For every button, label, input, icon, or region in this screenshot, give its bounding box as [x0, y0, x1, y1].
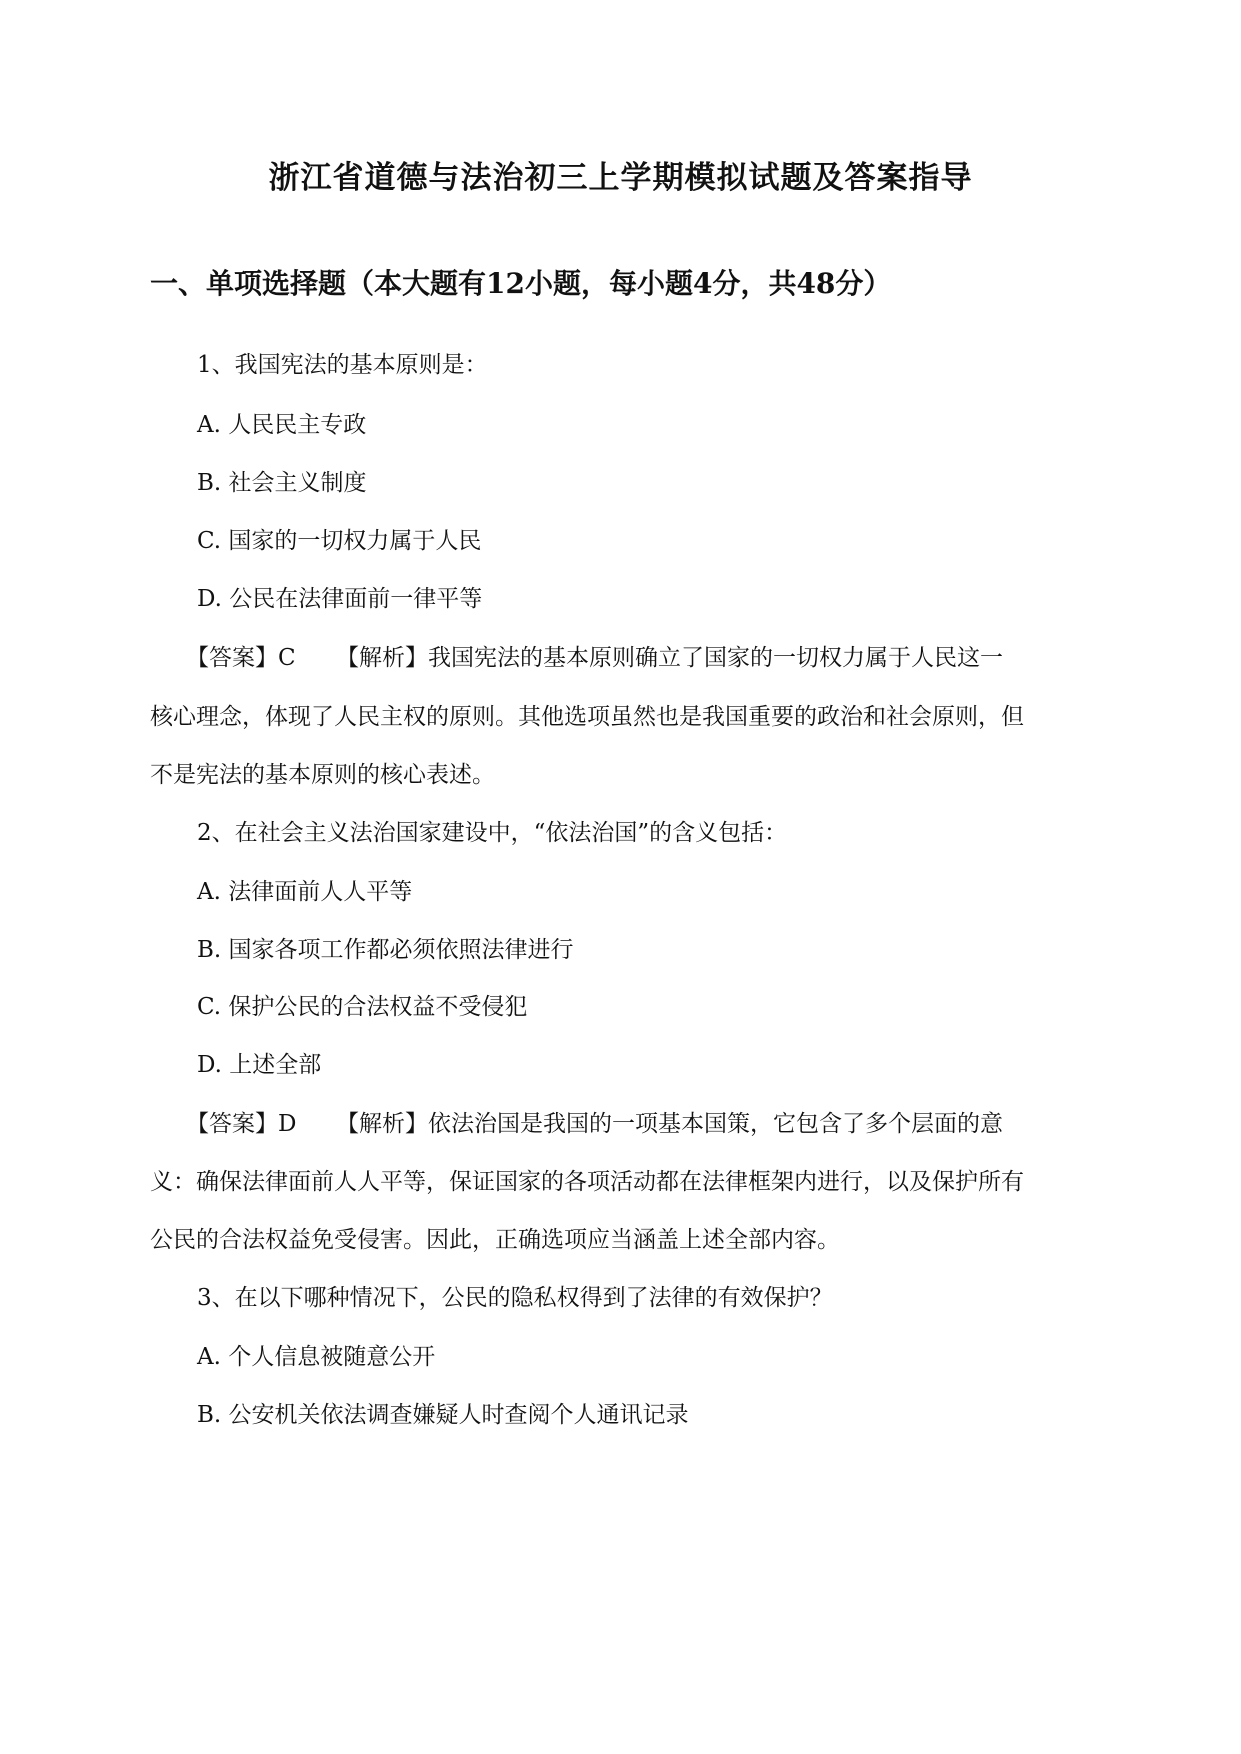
question-3-stem: 3、在以下哪种情况下，公民的隐私权得到了法律的有效保护？ [197, 1285, 833, 1311]
question-1-answer-line [186, 643, 1003, 673]
question-2-analysis-line-1: 【解析】依法治国是我国的一项基本国策，它包含了多个层面的意 [336, 1111, 1003, 1137]
question-2-analysis-line-2: 义：确保法律面前人人平等，保证国家的各项活动都在法律框架内进行，以及保护所有 [150, 1169, 1024, 1195]
question-1-answer: 【答案】C [186, 645, 296, 671]
question-1-option-a: A. 人民民主专政 [197, 412, 367, 438]
question-2-analysis-line-3: 公民的合法权益免受侵害。因此，正确选项应当涵盖上述全部内容。 [150, 1227, 840, 1253]
question-2-answer: 【答案】D [186, 1111, 297, 1137]
question-3-option-a: A. 个人信息被随意公开 [197, 1344, 436, 1370]
question-2-option-d: D. 上述全部 [197, 1052, 322, 1078]
section-heading: 一、单项选择题（本大题有12小题，每小题4分，共48分） [150, 267, 892, 300]
question-2-option-c: C. 保护公民的合法权益不受侵犯 [197, 994, 528, 1020]
question-1-analysis-line-1: 【解析】我国宪法的基本原则确立了国家的一切权力属于人民这一 [336, 645, 1003, 671]
question-2-option-b: B. 国家各项工作都必须依照法律进行 [197, 937, 574, 963]
question-1-option-b: B. 社会主义制度 [197, 470, 367, 496]
question-2-option-a: A. 法律面前人人平等 [197, 879, 413, 905]
question-1-option-d: D. 公民在法律面前一律平等 [197, 586, 483, 612]
question-3-option-b: B. 公安机关依法调查嫌疑人时查阅个人通讯记录 [197, 1402, 689, 1428]
question-1-stem: 1、我国宪法的基本原则是： [197, 352, 488, 378]
question-2-stem: 2、在社会主义法治国家建设中，“依法治国”的含义包括： [197, 820, 788, 846]
question-1-option-c: C. 国家的一切权力属于人民 [197, 528, 482, 554]
question-2-answer-line [186, 1109, 1003, 1139]
question-1-analysis-line-2: 核心理念，体现了人民主权的原则。其他选项虽然也是我国重要的政治和社会原则，但 [150, 704, 1024, 730]
question-1-analysis-line-3: 不是宪法的基本原则的核心表述。 [150, 762, 495, 788]
document-title: 浙江省道德与法治初三上学期模拟试题及答案指导 [268, 160, 973, 196]
